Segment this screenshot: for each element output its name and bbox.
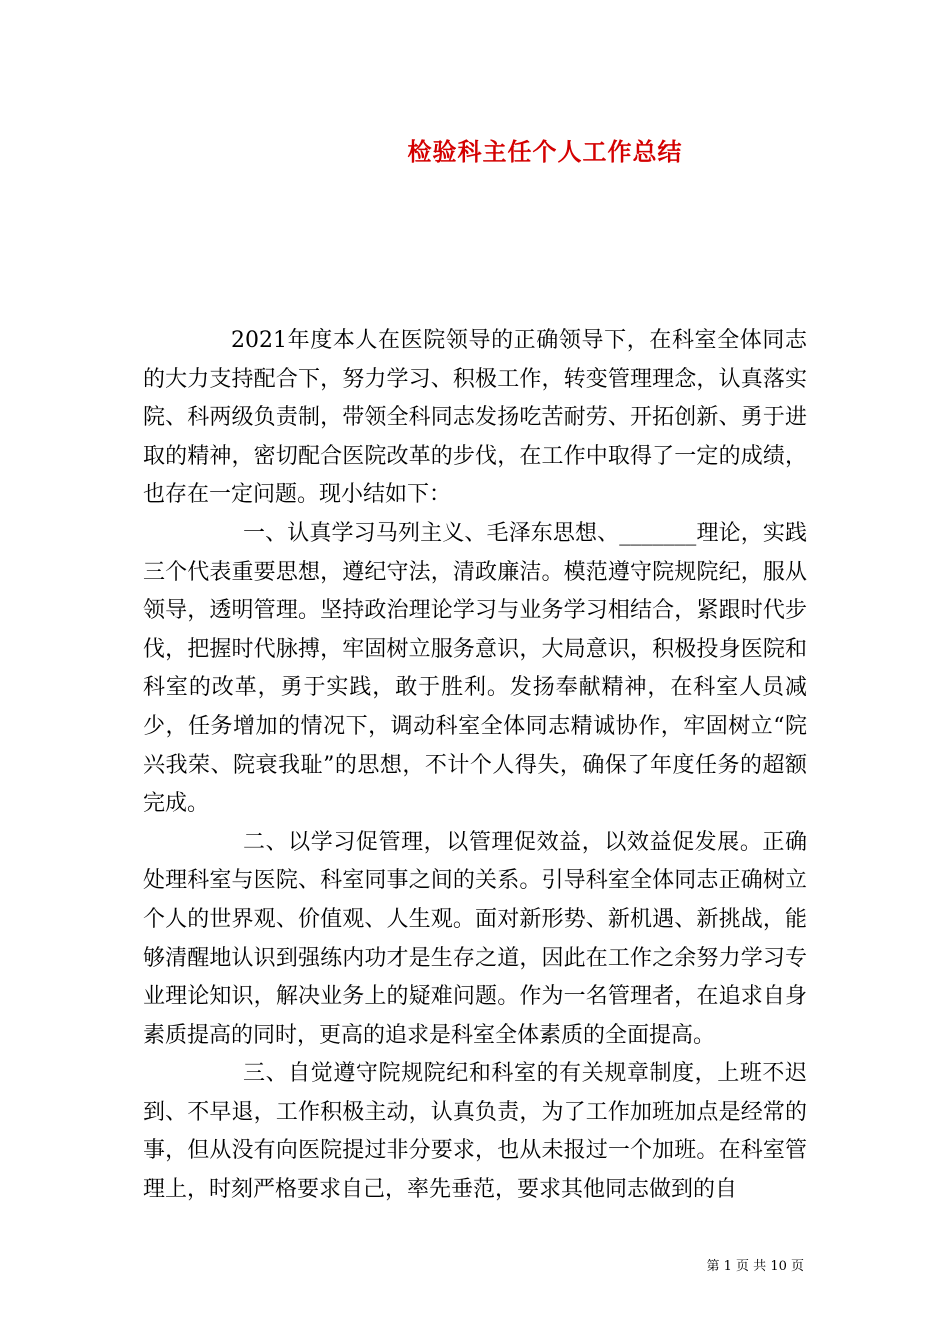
document-title: [0, 132, 950, 172]
paragraph-section-1: 一、认真学习马列主义、毛泽东思想、_______理论，实践三个代表重要思想，遵纪守法，清政廉洁。模范遵守院规院纪，服从领导，透明管理。坚持政治理论学习与业务学习相结合，紧跟时代步伐，把握时代脉搏，牢固树立服务意识，大局意识，积极投身医院和科室的改革，勇于实践，敢于胜利。发扬奉献精神，在科室人员减少，任务增加的情况下，调动科室全体同志精诚协作，牢固树立“院兴我荣、院衰我耻”的思想，不计个人得失，确保了年度任务的超额完成。: [143, 520, 807, 817]
document-title-text: 检验科主任个人工作总结: [407, 137, 683, 166]
paragraph-intro: 2021年度本人在医院领导的正确领导下，在科室全体同志的大力支持配合下，努力学习、积极工作，转变管理理念，认真落实院、科两级负责制，带领全科同志发扬吃苦耐劳、开拓创新、勇于进取的精神，密切配合医院改革的步伐，在工作中取得了一定的成绩，也存在一定问题。现小结如下：: [143, 328, 807, 508]
document-body: [143, 322, 807, 1210]
page-number: 第 1 页 共 10 页: [706, 1259, 804, 1274]
paragraph-section-2: 二、以学习促管理，以管理促效益，以效益促发展。正确处理科室与医院、科室同事之间的关系。引导科室全体同志正确树立个人的世界观、价值观、人生观。面对新形势、新机遇、新挑战，能够清醒地认识到强练内功才是生存之道，因此在工作之余努力学习专业理论知识，解决业务上的疑难问题。作为一名管理者，在追求自身素质提高的同时，更高的追求是科室全体素质的全面提高。: [143, 829, 807, 1048]
paragraph-section-3: 三、自觉遵守院规院纪和科室的有关规章制度，上班不迟到、不早退，工作积极主动，认真负责，为了工作加班加点是经常的事，但从没有向医院提过非分要求，也从未报过一个加班。在科室管理上，时刻严格要求自己，率先垂范，要求其他同志做到的自: [143, 1061, 807, 1203]
